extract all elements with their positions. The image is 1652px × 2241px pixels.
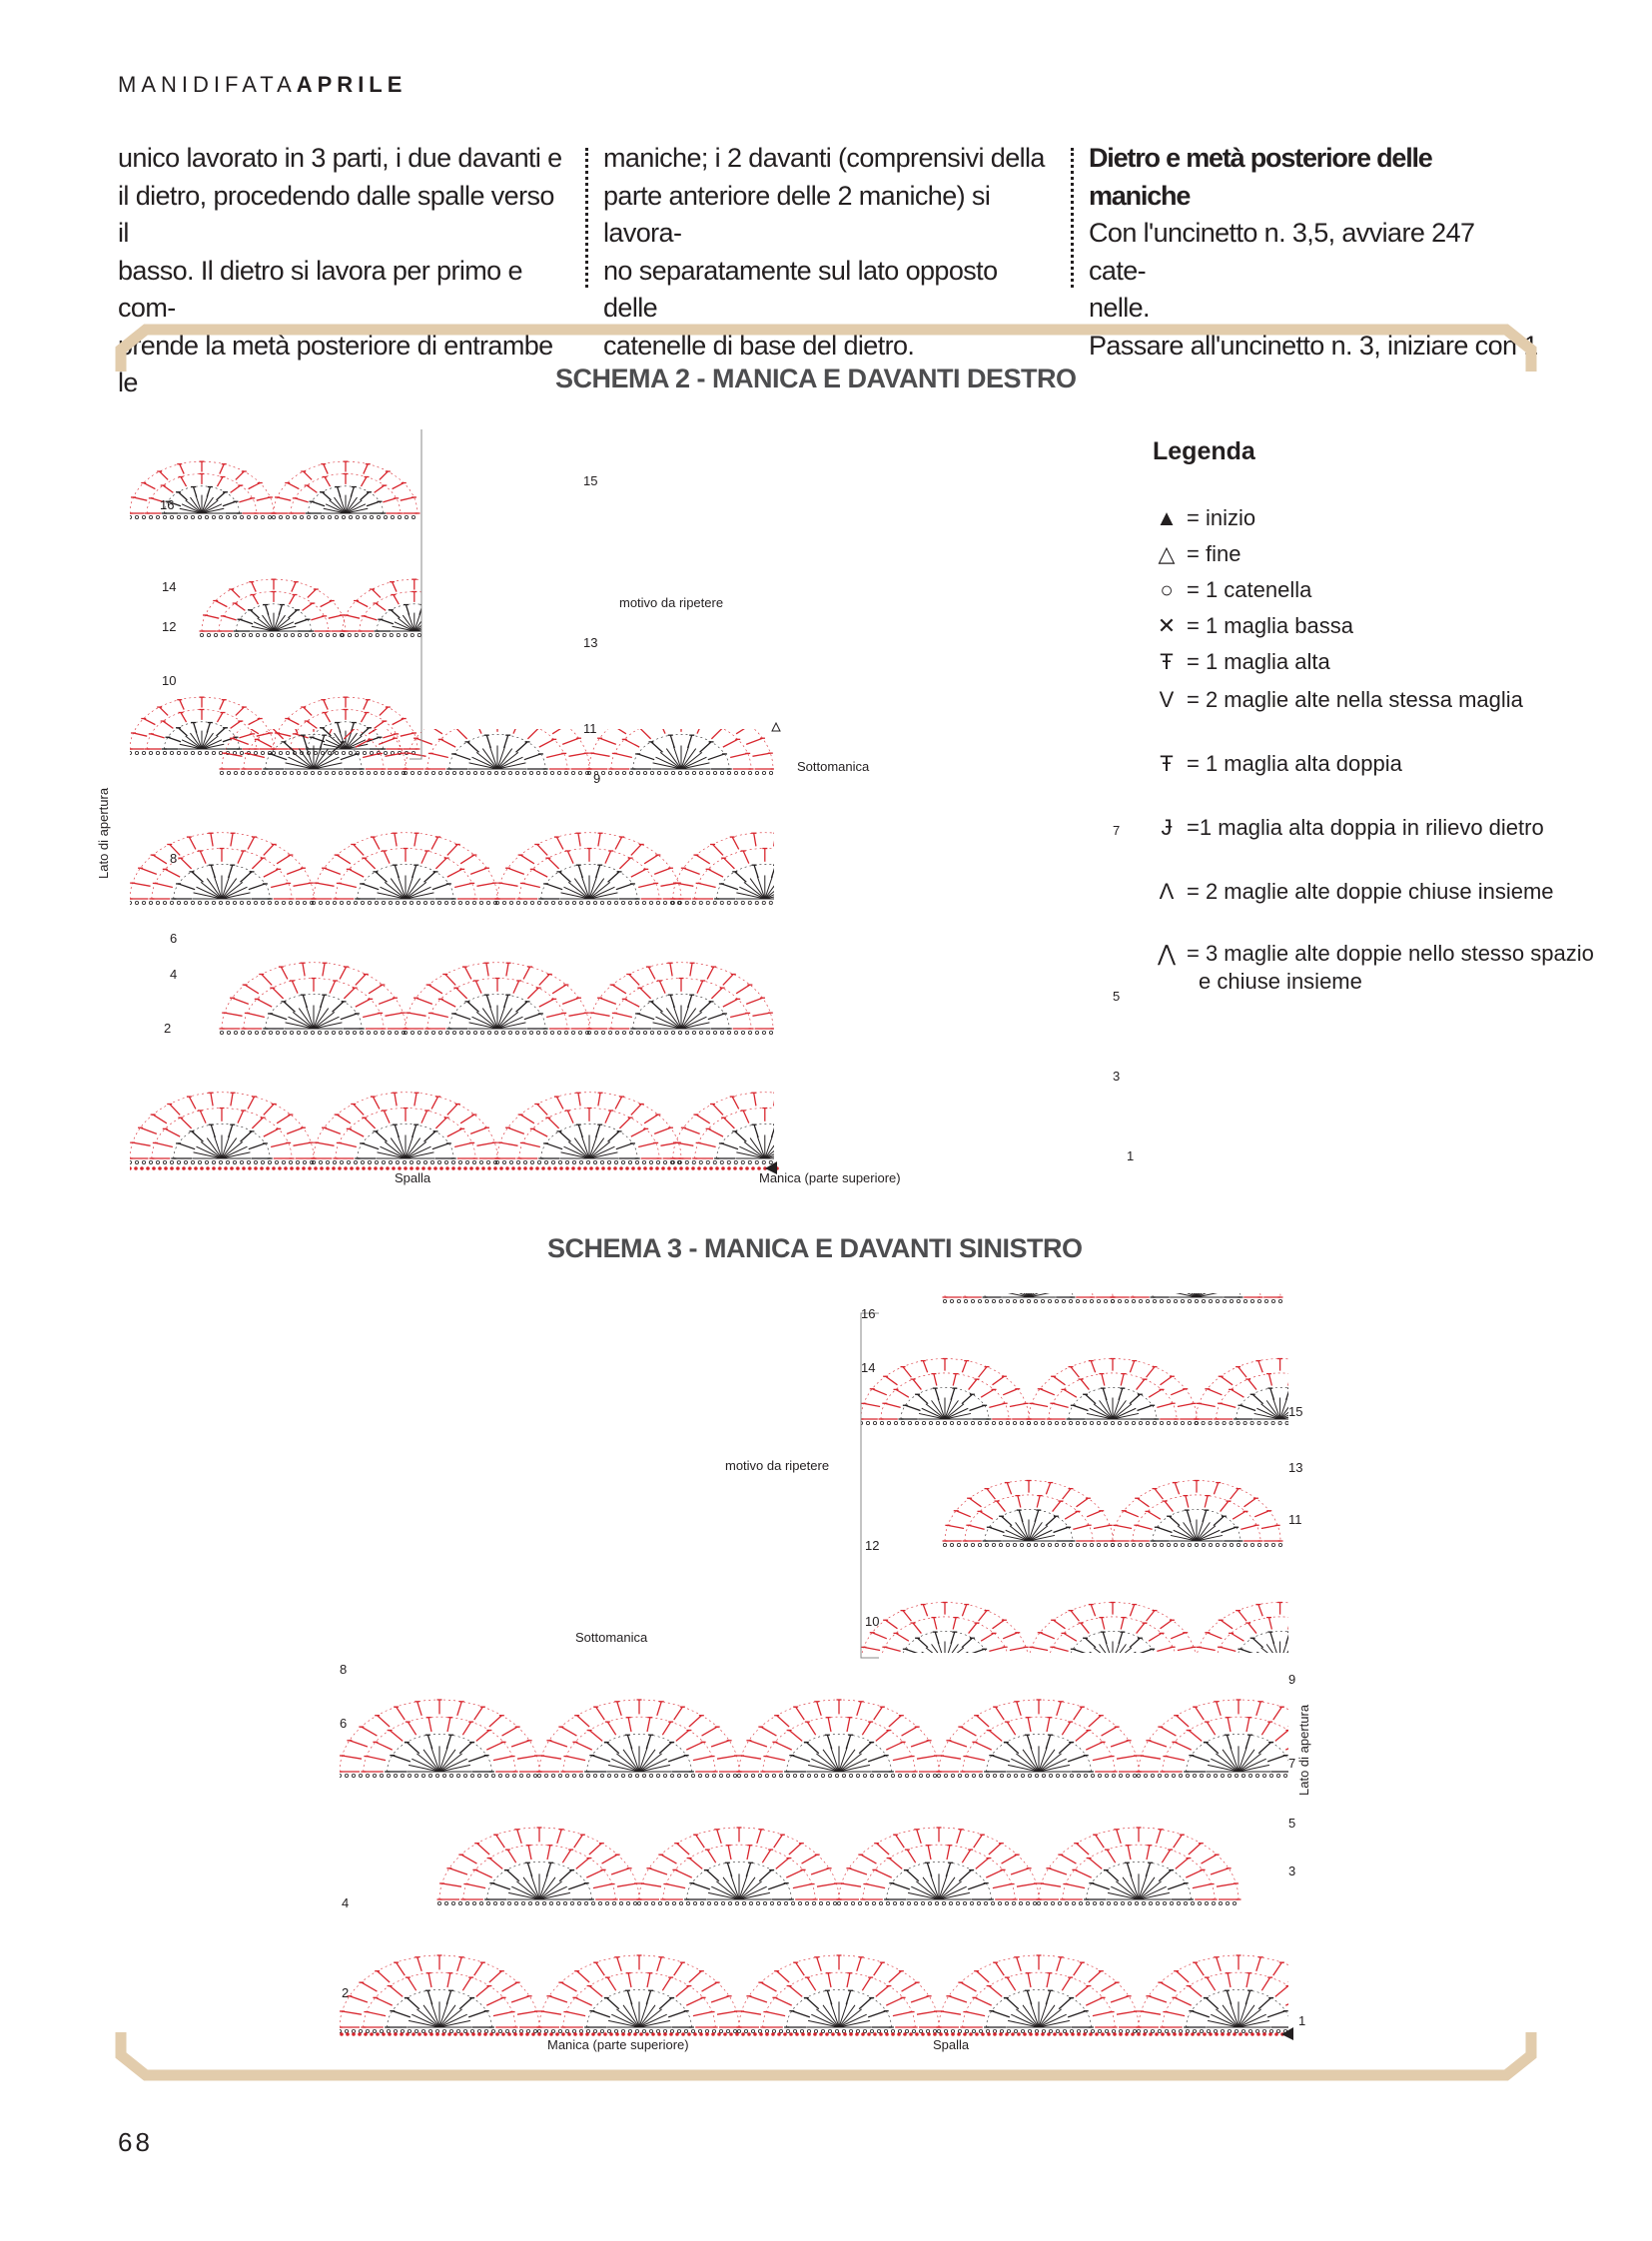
treble-crochet-icon: Ŧ bbox=[1160, 751, 1174, 776]
section-heading: Dietro e metà posteriore delle maniche bbox=[1089, 143, 1432, 211]
shell-motif bbox=[1137, 1955, 1299, 2033]
schema-2-opening-label: Lato di apertura bbox=[96, 787, 111, 879]
shell-motif bbox=[1037, 1828, 1241, 1905]
row-number: 11 bbox=[583, 721, 597, 736]
text-line: maniche; i 2 davanti (comprensivi della bbox=[603, 143, 1045, 173]
legend-text: = 2 maglie alte nella stessa maglia bbox=[1187, 687, 1523, 712]
legend-item bbox=[1153, 941, 1594, 967]
shell-motif bbox=[130, 833, 317, 905]
shell-motif bbox=[587, 963, 776, 1035]
shell-motif bbox=[943, 1481, 1116, 1547]
shell-motif bbox=[859, 1359, 1032, 1425]
row-number: 2 bbox=[342, 1985, 350, 2000]
legend-text: =1 maglia alta doppia in rilievo dietro bbox=[1187, 815, 1544, 840]
schema-2-stitches bbox=[130, 429, 859, 1174]
header-month: APRILE bbox=[296, 72, 408, 97]
shell-motif bbox=[404, 963, 592, 1035]
shell-motif bbox=[272, 697, 420, 754]
schema-2-lower-block bbox=[130, 703, 859, 1164]
shell-motif bbox=[272, 461, 420, 518]
shell-motif bbox=[220, 703, 409, 775]
row-number: 5 bbox=[1288, 1816, 1296, 1831]
shell-motif bbox=[537, 1700, 742, 1778]
shell-motif bbox=[404, 703, 592, 775]
schema-2-underarm-label: Sottomanica bbox=[797, 759, 870, 774]
legend-item bbox=[1199, 969, 1362, 995]
text-line: catenelle di base del dietro. bbox=[603, 330, 915, 361]
row-number: 7 bbox=[1288, 1756, 1296, 1771]
shell-motif bbox=[130, 697, 277, 754]
shell-motif bbox=[1111, 1293, 1283, 1303]
shell-motif bbox=[200, 579, 349, 636]
schema-3-sleeve-label: Manica (parte superiore) bbox=[547, 2037, 689, 2052]
row-number: 4 bbox=[342, 1895, 350, 1910]
text-line: unico lavorato in 3 parti, i due davanti e bbox=[118, 143, 562, 173]
two-dc-same-stitch-icon: V bbox=[1159, 687, 1175, 712]
shell-motif bbox=[637, 1828, 842, 1905]
row-number: 16 bbox=[160, 497, 175, 512]
shell-motif bbox=[130, 461, 277, 518]
legend-item bbox=[1153, 879, 1554, 905]
shell-motif bbox=[340, 1700, 542, 1778]
text-line: Con l'uncinetto n. 3,5, avviare 247 cate- bbox=[1089, 218, 1475, 286]
row-number: 9 bbox=[593, 771, 601, 786]
text-line: il dietro, procedendo dalle spalle verso il bbox=[118, 180, 554, 248]
legend-text: = 1 maglia bassa bbox=[1187, 613, 1353, 638]
filled-triangle-icon: ▲ bbox=[1156, 505, 1178, 530]
text-line: nelle. bbox=[1089, 293, 1150, 323]
schema-3-upper-block bbox=[859, 1293, 1299, 1669]
page-number: 68 bbox=[118, 2127, 153, 2157]
row-number: 15 bbox=[1288, 1404, 1303, 1419]
shell-motif bbox=[937, 1700, 1142, 1778]
shell-motif bbox=[495, 1093, 684, 1164]
shell-motif bbox=[1194, 1359, 1298, 1425]
row-number: 14 bbox=[861, 1360, 876, 1375]
shell-motif bbox=[937, 1955, 1142, 2033]
shell-motif bbox=[312, 833, 500, 905]
shell-motif bbox=[340, 1955, 542, 2033]
legend-item bbox=[1153, 541, 1240, 567]
back-post-treble-icon: Ɉ bbox=[1161, 815, 1173, 840]
row-number: 4 bbox=[170, 967, 178, 982]
two-tr-together-icon: Λ bbox=[1159, 879, 1175, 904]
schema-3-shoulder-label: Spalla bbox=[933, 2037, 970, 2052]
shell-motif bbox=[220, 963, 409, 1035]
schema-3-underarm-label: Sottomanica bbox=[575, 1630, 648, 1645]
row-number: 8 bbox=[340, 1662, 348, 1677]
start-marker-icon bbox=[1281, 2027, 1293, 2040]
schema-3-repeat-label: motivo da ripetere bbox=[725, 1458, 830, 1473]
row-number: 12 bbox=[162, 619, 177, 634]
shell-motif bbox=[495, 833, 684, 905]
legend-item bbox=[1153, 577, 1311, 603]
legend-text: = 1 maglia alta bbox=[1187, 649, 1330, 674]
legend-item bbox=[1153, 687, 1523, 713]
schema-2-repeat-label: motivo da ripetere bbox=[619, 595, 724, 610]
legend-item bbox=[1153, 751, 1402, 777]
text-line: Passare all'uncinetto n. 3, iniziare con 1 bbox=[1089, 330, 1538, 361]
schema-2-upper-block bbox=[130, 461, 488, 754]
shell-motif bbox=[943, 1293, 1116, 1303]
shell-motif bbox=[859, 1603, 1032, 1669]
row-number: 3 bbox=[1113, 1069, 1121, 1084]
legend-text: = inizio bbox=[1187, 505, 1256, 530]
shell-motif bbox=[340, 579, 488, 636]
schema-2-sleeve-label: Manica (parte superiore) bbox=[759, 1170, 901, 1185]
legend-text: = 3 maglie alte doppie nello stesso spazio bbox=[1187, 941, 1594, 966]
header-brand: MANIDIFATA bbox=[118, 72, 297, 97]
row-number: 16 bbox=[861, 1306, 876, 1321]
outline-triangle-icon: △ bbox=[1158, 541, 1176, 566]
schema-3-stitches bbox=[340, 1293, 1298, 2040]
three-tr-cluster-icon: ⋀ bbox=[1157, 941, 1177, 966]
shell-motif bbox=[130, 1093, 317, 1164]
row-number: 11 bbox=[1288, 1512, 1302, 1527]
shell-motif bbox=[587, 703, 776, 775]
legend-item bbox=[1153, 505, 1255, 531]
schema-2-shoulder-label: Spalla bbox=[395, 1170, 431, 1185]
legend-title: Legenda bbox=[1153, 437, 1255, 465]
row-number: 14 bbox=[162, 579, 177, 594]
shell-motif bbox=[670, 833, 859, 905]
text-line: parte anteriore delle 2 maniche) si lavora- bbox=[603, 180, 991, 248]
shell-motif bbox=[1194, 1603, 1298, 1669]
legend-item bbox=[1153, 815, 1544, 841]
shell-motif bbox=[737, 1955, 942, 2033]
row-number: 13 bbox=[583, 635, 598, 650]
legend-item bbox=[1153, 613, 1353, 639]
row-number: 15 bbox=[583, 473, 598, 488]
legend-text: e chiuse insieme bbox=[1199, 969, 1362, 994]
row-number: 13 bbox=[1288, 1460, 1303, 1475]
text-line: prende la metà posteriore di entrambe le bbox=[118, 330, 553, 397]
schema-2-chart bbox=[130, 429, 1129, 1188]
schema-3-title: SCHEMA 3 - MANICA E DAVANTI SINISTRO bbox=[547, 1233, 1083, 1263]
shell-motif bbox=[1027, 1603, 1200, 1669]
row-number: 6 bbox=[170, 931, 178, 946]
end-marker-icon bbox=[772, 723, 780, 731]
schema-3-chart bbox=[340, 1293, 1298, 2052]
schema-2-title: SCHEMA 2 - MANICA E DAVANTI DESTRO bbox=[555, 364, 1077, 393]
chain-stitch-icon: ○ bbox=[1160, 577, 1174, 602]
row-number: 8 bbox=[170, 851, 178, 866]
shell-motif bbox=[312, 1093, 500, 1164]
row-number: 3 bbox=[1288, 1864, 1296, 1878]
row-number: 10 bbox=[865, 1614, 880, 1629]
row-number: 6 bbox=[340, 1716, 348, 1731]
row-number: 9 bbox=[1288, 1672, 1296, 1687]
shell-motif bbox=[837, 1828, 1042, 1905]
shell-motif bbox=[437, 1828, 642, 1905]
legend-text: = fine bbox=[1187, 541, 1241, 566]
row-number: 5 bbox=[1113, 989, 1121, 1004]
row-number: 2 bbox=[164, 1021, 172, 1036]
row-number: 7 bbox=[1113, 823, 1121, 838]
schema-3-opening-label: Lato di apertura bbox=[1296, 1704, 1311, 1796]
shell-motif bbox=[670, 1093, 859, 1164]
legend-item bbox=[1153, 649, 1330, 675]
legend-text: = 1 maglia alta doppia bbox=[1187, 751, 1402, 776]
text-line: basso. Il dietro si lavora per primo e com- bbox=[118, 255, 522, 323]
legend-text: = 1 catenella bbox=[1187, 577, 1312, 602]
shell-motif bbox=[1137, 1700, 1299, 1778]
schema-3-lower-block bbox=[340, 1700, 1298, 2033]
double-crochet-icon: Ŧ bbox=[1160, 649, 1174, 674]
row-number: 1 bbox=[1298, 2013, 1306, 2028]
shell-motif bbox=[1111, 1481, 1283, 1547]
shell-motif bbox=[1027, 1359, 1200, 1425]
legend-text: = 2 maglie alte doppie chiuse insieme bbox=[1187, 879, 1554, 904]
shell-motif bbox=[537, 1955, 742, 2033]
single-crochet-icon: ✕ bbox=[1157, 613, 1177, 638]
text-line: no separatamente sul lato opposto delle bbox=[603, 255, 998, 323]
row-number: 12 bbox=[865, 1538, 880, 1553]
row-number: 10 bbox=[162, 673, 177, 688]
row-number: 1 bbox=[1127, 1148, 1135, 1163]
shell-motif bbox=[737, 1700, 942, 1778]
